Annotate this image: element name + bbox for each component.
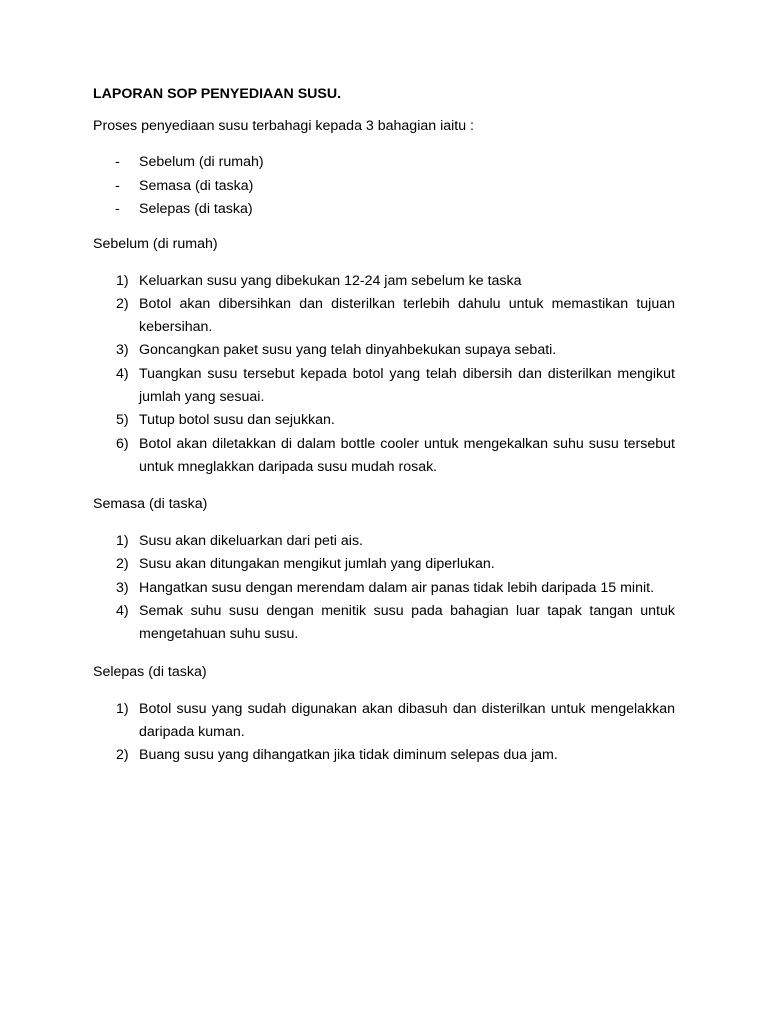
step-number: 2) — [116, 556, 129, 573]
section-heading-semasa: Semasa (di taska) — [93, 496, 208, 513]
section-heading-sebelum: Sebelum (di rumah) — [93, 235, 218, 252]
step-text: Buang susu yang dihangatkan jika tidak diminum selepas dua jam. — [139, 747, 558, 764]
steps-list-selepas — [93, 698, 675, 768]
step-text: Semak suhu susu dengan menitik susu pada bahagian luar tapak tangan untuk mengetahuan suhu susu. — [139, 603, 675, 643]
step-number: 1) — [116, 533, 129, 550]
summary-item-text: Semasa (di taska) — [139, 177, 254, 194]
step-item — [93, 698, 675, 745]
step-text: Susu akan dikeluarkan dari peti ais. — [139, 533, 363, 550]
step-number: 2) — [116, 295, 129, 312]
step-item — [93, 744, 675, 767]
step-number: 3) — [116, 579, 129, 596]
dash-bullet: - — [115, 154, 120, 170]
summary-item — [93, 198, 675, 222]
step-item — [93, 409, 675, 432]
document-page — [93, 84, 675, 783]
step-text: Botol akan diletakkan di dalam bottle cooler untuk mengekalkan suhu susu tersebut untuk mneglakkan daripada susu mudah rosak. — [139, 435, 675, 475]
step-text: Goncangkan paket susu yang telah dinyahbekukan supaya sebati. — [139, 342, 557, 359]
section-heading-selepas: Selepas (di taska) — [93, 663, 207, 680]
step-item — [93, 600, 675, 647]
step-number: 6) — [116, 435, 129, 452]
step-item — [93, 553, 675, 576]
step-text: Susu akan ditungakan mengikut jumlah yang diperlukan. — [139, 556, 495, 573]
step-number: 3) — [116, 342, 129, 359]
dash-bullet: - — [115, 201, 120, 217]
step-item — [93, 270, 675, 293]
step-number: 1) — [116, 272, 129, 289]
step-text: Botol susu yang sudah digunakan akan dibasuh dan disterilkan untuk mengelakkan daripada kuman. — [139, 700, 675, 740]
step-text: Hangatkan susu dengan merendam dalam air panas tidak lebih daripada 15 minit. — [139, 579, 655, 596]
step-text: Tuangkan susu tersebut kepada botol yang telah dibersih dan disterilkan mengikut jumlah yang sesuai. — [139, 365, 675, 405]
step-text: Keluarkan susu yang dibekukan 12-24 jam sebelum ke taska — [139, 272, 522, 289]
step-number: 4) — [116, 603, 129, 620]
intro-paragraph: Proses penyediaan susu terbahagi kepada 3 bahagian iaitu : — [93, 118, 474, 134]
step-text: Botol akan dibersihkan dan disterilkan terlebih dahulu untuk memastikan tujuan kebersihan. — [139, 295, 675, 336]
summary-list — [93, 151, 675, 222]
summary-item — [93, 151, 675, 175]
summary-item-text: Selepas (di taska) — [139, 201, 253, 217]
step-item — [93, 577, 675, 600]
steps-list-sebelum — [93, 270, 675, 480]
document-title: LAPORAN SOP PENYEDIAAN SUSU. — [93, 86, 342, 102]
summary-item — [93, 175, 675, 199]
step-item — [93, 433, 675, 480]
step-item — [93, 363, 675, 410]
step-text: Tutup botol susu dan sejukkan. — [139, 412, 335, 429]
step-number: 4) — [116, 365, 129, 382]
step-number: 1) — [116, 700, 129, 717]
dash-bullet: - — [115, 177, 120, 194]
summary-item-text: Sebelum (di rumah) — [139, 154, 264, 170]
step-number: 5) — [116, 412, 129, 429]
step-number: 2) — [116, 747, 129, 764]
steps-list-semasa — [93, 530, 675, 646]
step-item — [93, 293, 675, 340]
step-item — [93, 339, 675, 362]
step-item — [93, 530, 675, 553]
